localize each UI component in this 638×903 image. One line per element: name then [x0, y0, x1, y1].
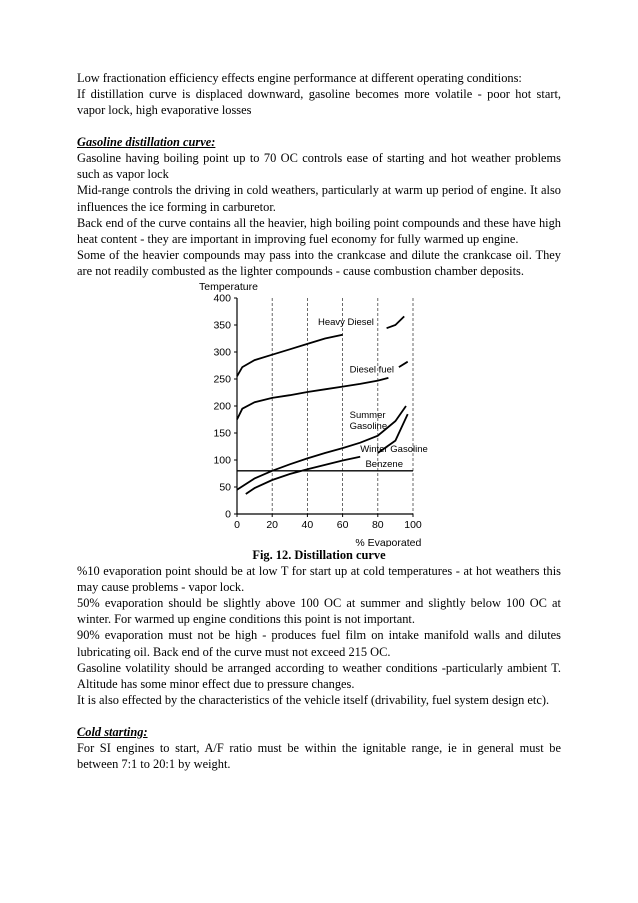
series-line-segment: [399, 362, 408, 367]
section-heading-cold-starting: Cold starting:: [77, 724, 148, 739]
series-label: Benzene: [365, 459, 403, 471]
series-label: Summer Gasoline: [349, 409, 388, 432]
series-label: Heavy Diesel: [317, 317, 374, 329]
x-tick-label: 60: [336, 519, 349, 532]
document-page: [77, 70, 561, 772]
paragraph: 50% evaporation should be slightly above 100 OC at summer and slightly below 100 OC at winter. For warmed up engine conditions this point is not important.: [77, 596, 561, 627]
y-tick-label: 250: [213, 373, 231, 386]
series-line: [237, 335, 343, 377]
paragraph: Gasoline having boiling point up to 70 OC controls ease of starting and hot weather problems such as vapor lock: [77, 151, 561, 182]
y-tick-label: 0: [225, 508, 231, 521]
paragraph: Mid-range controls the driving in cold weathers, particularly at warm up period of engine. It also influences the ice forming in carburetor.: [77, 183, 561, 214]
x-tick-label: 40: [301, 519, 314, 532]
series-label: Winter Gasoline: [360, 443, 428, 455]
x-tick-label: 80: [371, 519, 384, 532]
y-tick-label: 350: [213, 319, 231, 332]
intro-line-1: Low fractionation efficiency effects engine performance at different operating conditions:: [77, 71, 522, 85]
y-tick-label: 50: [219, 481, 231, 494]
y-tick-label: 100: [213, 454, 231, 467]
paragraph: 90% evaporation must not be high - produces fuel film on intake manifold walls and dilutes lubricating oil. Back end of the curve must not exceed 215 OC.: [77, 628, 561, 659]
x-tick-label: 100: [404, 519, 422, 532]
section-heading-distillation: Gasoline distillation curve:: [77, 135, 216, 150]
paragraph: Gasoline volatility should be arranged according to weather conditions -particularly ambient T. Altitude has some minor effect due to pressure changes.: [77, 660, 561, 691]
series-line-segment: [387, 316, 405, 328]
intro-line-2: If distillation curve is displaced downward, gasoline becomes more volatile - poor hot start, vapor lock, high evaporative losses: [77, 87, 561, 118]
paragraph: Back end of the curve contains all the heavier, high boiling point compounds and these have high heat content - they are important in improving fuel economy for fully warmed up engine.: [77, 215, 561, 246]
paragraph: %10 evaporation point should be at low T for start up at cold temperatures - at hot weathers this may cause problems - vapor lock.: [77, 564, 561, 595]
y-tick-label: 300: [213, 346, 231, 359]
paragraph: For SI engines to start, A/F ratio must be within the ignitable range, ie in general must be between 7:1 to 20:1 by weight.: [77, 740, 561, 771]
figure-caption: Fig. 12. Distillation curve: [252, 548, 386, 563]
chart-svg: [77, 279, 561, 547]
y-tick-label: 400: [213, 292, 231, 305]
distillation-chart: [77, 279, 561, 547]
paragraph: It is also effected by the characteristics of the vehicle itself (drivability, fuel system design etc).: [77, 692, 550, 707]
x-tick-label: 0: [234, 519, 240, 532]
paragraph: Some of the heavier compounds may pass into the crankcase and dilute the crankcase oil. They are not readily combusted as the lighter compounds - cause combustion chamber deposits.: [77, 247, 561, 278]
x-tick-label: 20: [266, 519, 279, 532]
series-label: Diesel fuel: [349, 364, 394, 376]
y-tick-label: 200: [213, 400, 231, 413]
x-axis-label: % Evaporated: [355, 537, 422, 548]
y-tick-label: 150: [213, 427, 231, 440]
y-axis-label: Temperature: [199, 281, 258, 294]
